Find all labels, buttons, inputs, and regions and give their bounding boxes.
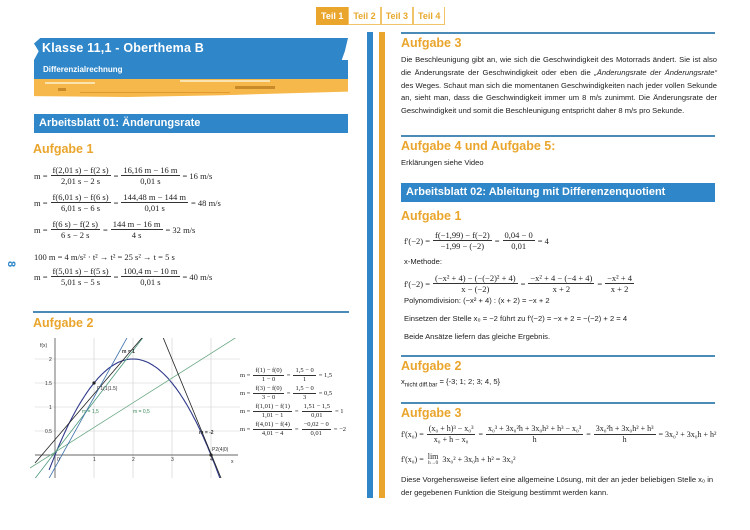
text-italic: „Änderungsrate der Änderungsrate“ — [594, 67, 717, 77]
rate-equation — [34, 219, 195, 240]
denominator: −1,99 − (−2) — [440, 241, 485, 251]
ab2-a1-line1 — [404, 230, 549, 251]
point-p1-label: P1(1|1.5) — [97, 386, 118, 392]
result: = 1,5 — [318, 372, 333, 379]
point-p2-label: P2(4|0) — [212, 447, 229, 453]
lim-subscript: h→0 — [428, 461, 439, 466]
label-m-1: m = 1 — [122, 349, 135, 355]
denominator: 0,01 — [311, 412, 323, 419]
divider — [401, 32, 715, 34]
result: = 32 — [165, 224, 181, 235]
numerator: (−x² + 4) − (−(−2)² + 4) — [435, 273, 516, 283]
heading-ab2-aufgabe-2: Aufgabe 2 — [401, 359, 462, 373]
lhs: m = — [240, 390, 251, 397]
denominator: 4,01 − 4 — [261, 430, 284, 437]
fraction — [121, 192, 188, 213]
banner-subtitle: Differenzialrechnung — [43, 65, 123, 74]
banner-stripe — [45, 82, 95, 84]
equals: = — [286, 390, 291, 397]
denominator: 0,01 s — [140, 277, 161, 287]
denominator: x + 2 — [552, 284, 571, 294]
aufgabe-4-5-text: Erklärungen siehe Video — [401, 158, 484, 167]
lhs: f'(−2) = — [404, 235, 430, 246]
divider — [401, 402, 715, 404]
result: = 40 — [182, 271, 198, 282]
numerator: 16,16 m − 16 m — [123, 165, 178, 175]
numerator: 100,4 m − 10 m — [123, 266, 178, 276]
lhs: f'(x₀) = — [401, 430, 424, 439]
numerator: f(1,01) − f(1) — [255, 403, 290, 410]
fraction — [253, 367, 283, 384]
fraction — [528, 273, 594, 294]
heading-aufgabe-4-5: Aufgabe 4 und Aufgabe 5: — [401, 139, 556, 153]
numerator: f(−1,99) − f(−2) — [435, 230, 490, 240]
equals: = — [294, 426, 299, 433]
label-m-minus-2: m = -2 — [199, 430, 214, 436]
heading-aufgabe-1: Aufgabe 1 — [33, 142, 94, 156]
lhs: m = — [240, 372, 251, 379]
fraction — [111, 219, 163, 240]
einsetzen-text: Einsetzen der Stelle x₀ = −2 führt zu f'(−2) = −x + 2 = −(−2) + 2 = 4 — [404, 314, 628, 323]
equation-time: 100 m = 4 m/s² · t² → t² = 25 s² → t = 5 s — [34, 252, 175, 262]
fraction — [253, 403, 292, 420]
numerator: f(1) − f(0) — [255, 367, 282, 374]
denominator: x₀ + h − x₀ — [433, 435, 469, 444]
equals: = — [102, 224, 108, 235]
y-tick: 2 — [49, 357, 52, 363]
heading-ab2-aufgabe-3: Aufgabe 3 — [401, 406, 462, 420]
fraction — [503, 230, 535, 251]
numerator: 144,48 m − 144 m — [123, 192, 187, 202]
divider — [401, 135, 715, 137]
heading-aufgabe-3: Aufgabe 3 — [401, 36, 462, 50]
equals: = — [478, 430, 483, 439]
ab2-a1-line2 — [404, 273, 637, 294]
denominator: 3 — [302, 394, 307, 401]
fraction — [486, 424, 583, 445]
lhs: f'(x₀) = — [401, 454, 424, 464]
divider-bar-gold — [379, 32, 385, 498]
denominator: 6,01 s − 6 s — [61, 203, 101, 213]
x-method-label: x-Methode: — [404, 257, 442, 266]
fraction — [121, 266, 179, 287]
denominator: 3 − 0 — [261, 394, 276, 401]
result: = 0,5 — [318, 390, 333, 397]
lhs: m = — [240, 426, 251, 433]
numerator: 1,51 − 1,5 — [303, 403, 330, 410]
equals: = — [294, 408, 299, 415]
numerator: f(6 s) − f(2 s) — [52, 219, 98, 229]
unit: m/s — [200, 271, 213, 282]
y-tick: 1 — [49, 405, 52, 411]
ab2-a3-text: Diese Vorgehensweise liefert eine allgemeine Lösung, mit der an jeder beliebigen Stelle x₀ in der gegebenen Funktion die Steigung bestimmt werden kann. — [401, 475, 714, 497]
numerator: 144 m − 16 m — [112, 219, 161, 229]
aufgabe-3-text — [401, 54, 717, 118]
denominator: 0,01 s — [140, 176, 161, 186]
result: = 16 — [182, 170, 198, 181]
x-subscript: nicht diff.bar — [404, 382, 438, 389]
denominator: 5,01 s − 5 s — [61, 277, 101, 287]
equals: = — [286, 372, 291, 379]
unit: m/s — [200, 170, 213, 181]
numerator: 3x₀²h + 3x₀h² + h³ — [595, 424, 654, 433]
numerator: 0,04 − 0 — [504, 230, 533, 240]
secant-equation — [240, 421, 346, 438]
tangent-m-1 — [35, 338, 147, 463]
denominator: 0,01 s — [144, 203, 165, 213]
numerator: −0,02 − 0 — [303, 421, 329, 428]
banner-stripe — [180, 80, 270, 82]
rate-equation — [34, 266, 212, 287]
limit — [428, 452, 439, 466]
divider — [401, 355, 715, 357]
numerator: −x² + 4 − (−4 + 4) — [530, 273, 593, 283]
tab-teil-4[interactable]: Teil 4 — [413, 7, 445, 25]
set-values: = {-3; 1; 2; 3; 4, 5} — [439, 377, 501, 386]
fraction — [51, 266, 111, 287]
divider — [33, 311, 349, 313]
lhs: m = — [34, 170, 48, 181]
fraction — [51, 165, 111, 186]
denominator: x − (−2) — [461, 284, 490, 294]
fraction — [433, 230, 492, 251]
x-axis-label: x — [231, 459, 234, 465]
conclusion-text: Beide Ansätze liefern das gleiche Ergebnis. — [404, 332, 551, 341]
non-differentiable-set — [401, 376, 500, 392]
denominator: 2,01 s − 2 s — [61, 176, 101, 186]
numerator: f(5,01 s) − f(5 s) — [52, 266, 109, 276]
numerator: f(3) − f(0) — [255, 385, 282, 392]
lhs: m = — [34, 271, 48, 282]
divider-bar-blue — [367, 32, 373, 498]
label-m-0-5: m = 0,5 — [133, 409, 150, 415]
denominator: 6 s − 2 s — [61, 230, 90, 240]
denominator: h — [532, 435, 537, 444]
denominator: 1 — [302, 376, 307, 383]
y-tick: 1.5 — [45, 381, 52, 387]
numerator: x₀³ + 3x₀²h + 3x₀h² + h³ − x₀³ — [487, 424, 582, 433]
ab2-a3-line1 — [401, 424, 716, 445]
fraction — [293, 367, 315, 384]
ab2-a3-line2 — [401, 452, 516, 466]
lim-text: lim — [427, 452, 439, 461]
limit-result: 3x₀² + 3x₀h + h² = 3x₀² — [442, 454, 516, 464]
denominator: 1 − 0 — [261, 376, 276, 383]
parabola-graph — [30, 338, 240, 478]
numerator: 1,5 − 0 — [295, 385, 314, 392]
denominator: h — [622, 435, 627, 444]
result: = 48 — [191, 197, 207, 208]
banner-stripe — [58, 88, 66, 91]
equals: = — [597, 278, 603, 289]
denominator: 4 s — [131, 230, 142, 240]
fraction — [605, 273, 634, 294]
heading-ab2-aufgabe-1: Aufgabe 1 — [401, 209, 462, 223]
y-axis-label: f(x) — [40, 343, 48, 349]
lhs: m = — [34, 197, 48, 208]
fraction — [51, 192, 111, 213]
rate-equation — [34, 165, 212, 186]
secant-equation — [240, 403, 344, 420]
secant-equation — [240, 367, 332, 384]
lhs: m = — [240, 408, 251, 415]
numerator: (x₀ + h)³ − x₀³ — [428, 424, 474, 433]
polynom-division: Polynomdivision: (−x² + 4) : (x + 2) = −x + 2 — [404, 296, 550, 305]
point-p1 — [92, 381, 95, 384]
secant-equation — [240, 385, 332, 402]
x-label: x — [401, 377, 405, 386]
fraction — [302, 421, 331, 438]
heading-aufgabe-2: Aufgabe 2 — [33, 316, 94, 330]
unit: m/s — [183, 224, 196, 235]
denominator: 0,01 — [310, 430, 322, 437]
numerator: f(6,01 s) − f(6 s) — [52, 192, 109, 202]
lhs: m = — [34, 224, 48, 235]
text-part: des Weges. Schaut man sich die momentanen Geschwindigkeiten nach jeder vollen Sekunde an, sieht man, dass die Geschwindigkeit immer um 8 m/s zunimmt. Die Änderungsrate der Geschwindigkeit und somit die Beschleunigung entspricht daher 8 m/s pro Sekunde. — [401, 80, 717, 116]
equals: = — [113, 197, 119, 208]
y-tick: 0.5 — [45, 429, 52, 435]
equals: = — [520, 278, 526, 289]
banner-stripe — [80, 92, 230, 93]
x-tick: 4 — [210, 457, 213, 463]
numerator: −x² + 4 — [607, 273, 633, 283]
x-tick: 2 — [132, 457, 135, 463]
numerator: 1,5 − 0 — [295, 367, 314, 374]
tab-teil-1[interactable]: Teil 1 — [316, 7, 348, 25]
banner-stripe — [235, 86, 275, 89]
section-title-arbeitsblatt-01: Arbeitsblatt 01: Änderungsrate — [34, 114, 348, 133]
text-part: Die Beschleunigung gibt an, wie sich die Geschwindigkeit des Motorrads ändert. Sie ist also die Änderungsrate der Geschwindigkeit oder eben die — [401, 55, 717, 77]
numerator: f(4,01) − f(4) — [255, 421, 290, 428]
fraction — [594, 424, 656, 445]
rate-equation — [34, 192, 221, 213]
denominator: 1,01 − 1 — [261, 412, 284, 419]
lhs: f'(−2) = — [404, 278, 430, 289]
banner-title: Klasse 11,1 - Oberthema B — [42, 41, 205, 55]
label-m-1-5: m = 1,5 — [82, 409, 99, 415]
unit: m/s — [208, 197, 221, 208]
x-tick: 1 — [93, 457, 96, 463]
fraction — [253, 421, 292, 438]
section-title-arbeitsblatt-02: Arbeitsblatt 02: Ableitung mit Differenzenquotient — [401, 183, 715, 202]
fraction — [293, 385, 315, 402]
denominator: x + 2 — [610, 284, 629, 294]
fraction — [433, 273, 518, 294]
result: = 4 — [537, 235, 549, 246]
result: = 1 — [334, 408, 344, 415]
fraction — [121, 165, 179, 186]
x-tick: 3 — [171, 457, 174, 463]
fraction — [253, 385, 283, 402]
fraction — [51, 219, 100, 240]
fraction — [302, 403, 332, 420]
x-tick: 0 — [57, 457, 60, 463]
page-number: 8 — [5, 260, 18, 268]
result: = −2 — [333, 426, 346, 433]
numerator: f(2,01 s) − f(2 s) — [52, 165, 109, 175]
tab-teil-2[interactable]: Teil 2 — [348, 7, 380, 25]
equals: = — [113, 271, 119, 282]
equals: = — [113, 170, 119, 181]
equals: = — [494, 235, 500, 246]
part-tabs — [316, 7, 445, 25]
equals: = — [586, 430, 591, 439]
result: = 3x₀² + 3x₀h + h² — [658, 430, 717, 439]
tab-teil-3[interactable]: Teil 3 — [381, 7, 413, 25]
denominator: 0,01 — [511, 241, 527, 251]
fraction — [427, 424, 476, 445]
